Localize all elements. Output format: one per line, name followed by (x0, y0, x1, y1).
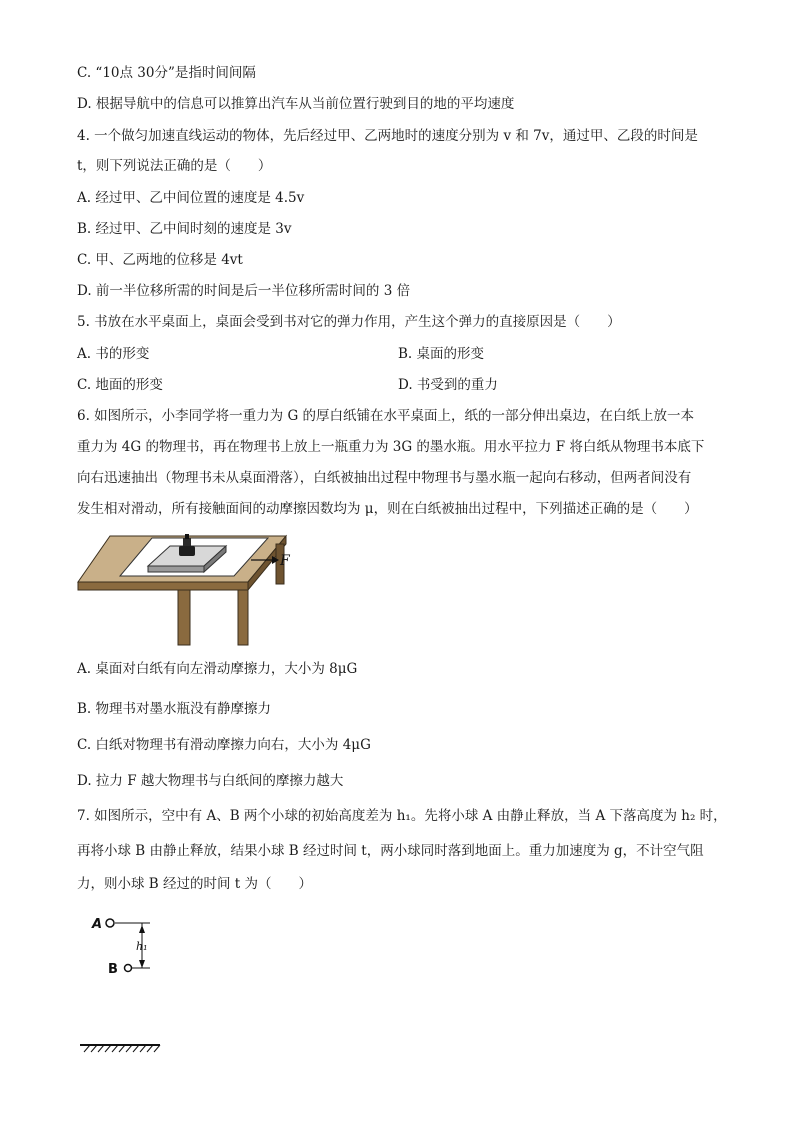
q7-stem-line3: 力，则小球 B 经过的时间 t 为（ ） (77, 876, 313, 892)
q5-option-a: A. 书的形变 (77, 346, 150, 362)
ball-b-label: B (108, 962, 118, 977)
q3-option-d: D. 根据导航中的信息可以推算出汽车从当前位置行驶到目的地的平均速度 (77, 96, 515, 112)
q4-stem-line1: 4. 一个做匀加速直线运动的物体，先后经过甲、乙两地时的速度分别为 v 和 7v，通过甲、乙段的时间是 (77, 128, 698, 144)
q6-option-d: D. 拉力 F 越大物理书与白纸间的摩擦力越大 (77, 773, 344, 789)
q5-option-b: B. 桌面的形变 (398, 346, 485, 362)
q6-option-b: B. 物理书对墨水瓶没有静摩擦力 (77, 701, 272, 717)
q4-option-b: B. 经过甲、乙中间时刻的速度是 3v (77, 221, 292, 237)
ball-b (125, 965, 132, 972)
q7-figure (80, 905, 180, 1055)
force-label: F (280, 553, 290, 569)
q6-stem-line1: 6. 如图所示，小李同学将一重力为 G 的厚白纸铺在水平桌面上，纸的一部分伸出桌边，在白纸上放一本 (77, 408, 695, 424)
q4-stem-line2: t，则下列说法正确的是（ ） (77, 158, 272, 174)
q7-stem-line1: 7. 如图所示，空中有 A、B 两个小球的初始高度差为 h₁。先将小球 A 由静止释放，当 A 下落高度为 h₂ 时， (77, 808, 727, 824)
q5-stem: 5. 书放在水平桌面上，桌面会受到书对它的弹力作用，产生这个弹力的直接原因是（ ） (77, 314, 621, 330)
ball-a-label: A (92, 917, 103, 932)
q5-option-c: C. 地面的形变 (77, 377, 163, 393)
ground (80, 1045, 160, 1052)
height-label: h₁ (136, 940, 148, 953)
q4-option-d: D. 前一半位移所需的时间是后一半位移所需时间的 3 倍 (77, 283, 411, 299)
q4-option-a: A. 经过甲、乙中间位置的速度是 4.5v (77, 190, 305, 206)
q6-stem-line2: 重力为 4G 的物理书，再在物理书上放上一瓶重力为 3G 的墨水瓶。用水平拉力 F 将白纸从物理书本底下 (77, 439, 705, 455)
ball-a (106, 919, 114, 927)
q6-stem-line3: 向右迅速抽出（物理书未从桌面滑落），白纸被抽出过程中物理书与墨水瓶一起向右移动，但两者间没有 (77, 470, 692, 486)
q3-option-c: C. “10点 30分”是指时间间隔 (77, 65, 256, 81)
q6-option-c: C. 白纸对物理书有滑动摩擦力向右，大小为 4μG (77, 737, 371, 753)
q4-option-c: C. 甲、乙两地的位移是 4vt (77, 252, 243, 268)
q6-option-a: A. 桌面对白纸有向左滑动摩擦力，大小为 8μG (77, 661, 358, 677)
q5-option-d: D. 书受到的重力 (398, 377, 498, 393)
q6-figure-table (76, 528, 306, 648)
q6-stem-line4: 发生相对滑动，所有接触面间的动摩擦因数均为 μ，则在白纸被抽出过程中，下列描述正确的是（ ） (77, 501, 698, 517)
q7-stem-line2: 再将小球 B 由静止释放，结果小球 B 经过时间 t，两小球同时落到地面上。重力加速度为 g，不计空气阻 (77, 843, 704, 859)
